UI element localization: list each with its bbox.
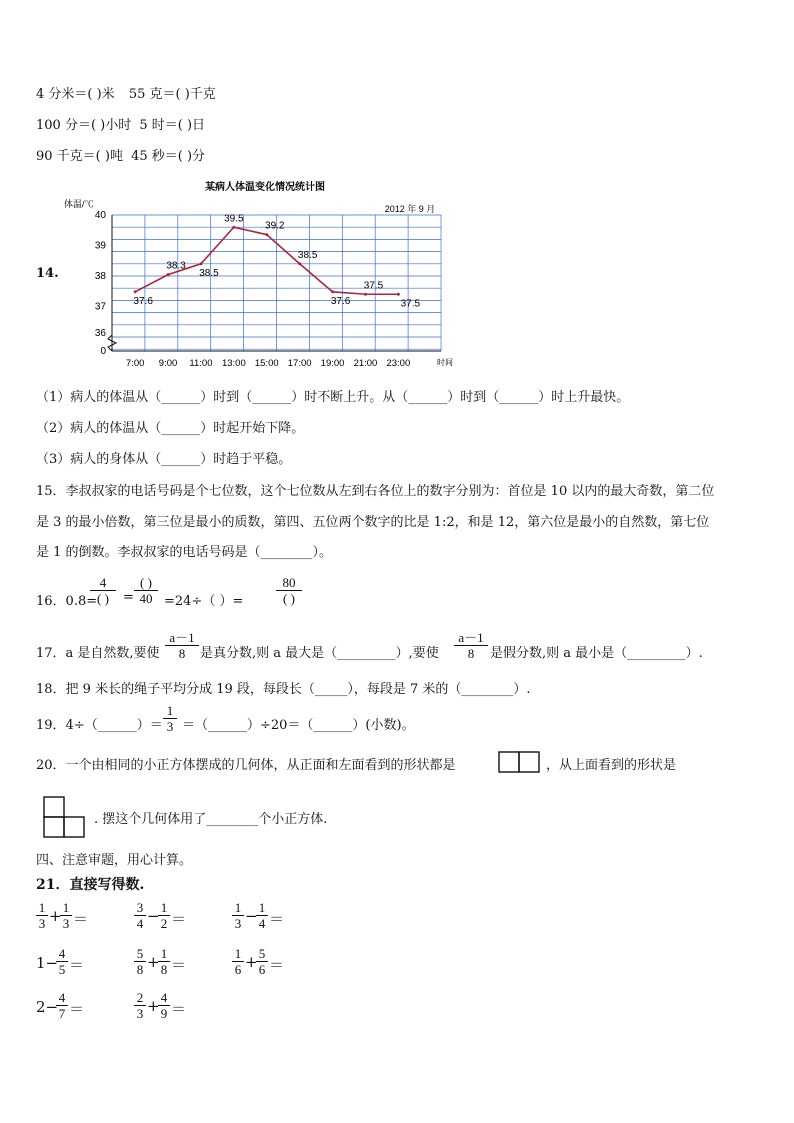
fraction (36, 900, 48, 931)
numerator: 1 (36, 900, 48, 916)
x-tick-label: 9:00 (158, 358, 178, 369)
data-label: 39.5 (224, 213, 244, 225)
fraction (232, 900, 244, 931)
q15-line-2: 是 3 的最小倍数，第三位是最小的质数，第四、五位两个数字的比是 1:2，和是 12，第六位是最小的自然数，第七位 (36, 515, 710, 530)
q17-text-3: 是假分数,则 a 最小是（_________）. (490, 646, 703, 661)
denominator: 3 (38, 916, 46, 931)
q20-text-2: ，从上面看到的形状是 (546, 758, 677, 773)
q16-equals: = (123, 590, 134, 605)
q20-text-3: . 摆这个几何体用了________个小正方体. (94, 812, 328, 827)
temperature-line-chart (60, 175, 480, 370)
conversion-item: 100 分＝( )小时 (36, 118, 132, 133)
q14-question-3: （3）病人的身体从（______）时趋于平稳。 (36, 452, 292, 467)
x-tick-label: 19:00 (320, 358, 345, 369)
denominator: 3 (234, 916, 242, 931)
equals-sign: ＝ (69, 1000, 85, 1018)
y-tick-label: 37 (94, 301, 106, 313)
q21-title: 21．直接写得数. (36, 877, 145, 893)
data-label: 38.3 (166, 260, 186, 272)
q15-line-1: 15．李叔叔家的电话号码是个七位数，这个七位数从左到右各位上的数字分别为：首位是 10 以内的最大奇数，第二位 (36, 484, 715, 499)
denominator: ( ) (97, 591, 109, 606)
conversion-item: 5 时＝( )日 (139, 118, 206, 133)
equals-sign: ＝ (269, 910, 285, 928)
fraction (134, 990, 146, 1021)
numerator: 2 (134, 990, 146, 1006)
data-point (331, 290, 334, 293)
equals-sign: ＝ (69, 956, 85, 974)
x-tick-label: 13:00 (221, 358, 246, 369)
data-label: 37.6 (133, 295, 153, 307)
numerator: 1 (232, 900, 244, 916)
denominator: 8 (160, 962, 168, 977)
fraction (134, 900, 146, 931)
equals-sign: ＝ (269, 956, 285, 974)
q17-fraction-b (454, 630, 488, 661)
conversion-item: 45 秒＝( )分 (131, 149, 206, 164)
chart-title: 某病人体温变化情况统计图 (205, 182, 325, 193)
denominator: 6 (258, 962, 266, 977)
numerator: 1 (256, 900, 268, 916)
q17-text-1: 17．a 是自然数,要使 (36, 646, 160, 661)
numerator: a－1 (165, 630, 199, 646)
y-tick-label: 0 (100, 346, 106, 357)
equals-sign: ＝ (73, 910, 89, 928)
whole-number-minus: 2− (36, 998, 59, 1016)
x-tick-label: 17:00 (287, 358, 312, 369)
fraction (60, 900, 72, 931)
conversion-item: 55 克＝( )千克 (128, 87, 216, 102)
fraction (256, 946, 268, 977)
q16-prefix: 16．0.8= (36, 594, 98, 609)
x-tick-label: 23:00 (386, 358, 411, 369)
q19-text-1: 19．4÷（______）＝ (36, 718, 163, 733)
fraction (232, 946, 244, 977)
numerator: ( ) (134, 575, 158, 591)
data-label: 38.5 (199, 267, 219, 279)
denominator: ( ) (283, 591, 295, 606)
x-tick-label: 11:00 (189, 358, 213, 369)
y-axis-label: 体温/℃ (64, 199, 94, 209)
x-tick-label: 15:00 (254, 358, 279, 369)
fraction (56, 990, 68, 1021)
data-label: 37.6 (330, 295, 351, 307)
denominator: 3 (166, 719, 174, 734)
conversion-item: 90 千克＝( )吨 (36, 149, 123, 164)
equals-sign: ＝ (171, 1000, 187, 1018)
fraction (158, 900, 170, 931)
fraction (134, 946, 146, 977)
q16-middle: =24÷（ ）= (164, 594, 244, 609)
equals-sign: ＝ (171, 956, 187, 974)
numerator: 4 (56, 946, 68, 962)
data-point (134, 290, 137, 293)
q15-line-3: 是 1 的倒数。李叔叔家的电话号码是（________）。 (36, 545, 333, 560)
numerator: 1 (158, 946, 170, 962)
top-view-shape (43, 796, 85, 838)
denominator: 40 (139, 591, 153, 606)
conversion-row-2 (36, 114, 205, 133)
q14-question-1: （1）病人的体温从（______）时到（______）时不断上升。从（______）时到（______）时上升最快。 (36, 390, 630, 405)
x-tick-label: 7:00 (125, 358, 145, 369)
data-point (199, 262, 202, 265)
denominator: 2 (160, 916, 168, 931)
data-point (364, 293, 367, 296)
q14-number: 14. (36, 266, 59, 281)
denominator: 4 (258, 916, 266, 931)
denominator: 6 (234, 962, 242, 977)
conversion-row-1 (36, 83, 216, 102)
data-label: 38.5 (297, 249, 318, 261)
numerator: 4 (56, 990, 68, 1006)
whole-number-minus: 1− (36, 954, 59, 972)
denominator: 8 (178, 646, 186, 661)
fraction (158, 990, 170, 1021)
denominator: 8 (136, 962, 144, 977)
x-tick-label: 21:00 (353, 358, 378, 369)
numerator: a－1 (454, 630, 488, 646)
numerator: 1 (60, 900, 72, 916)
numerator: 3 (134, 900, 146, 916)
q16-fraction-2 (134, 575, 158, 606)
equals-sign: ＝ (171, 910, 187, 928)
denominator: 9 (160, 1006, 168, 1021)
operator: − (147, 907, 160, 925)
x-axis-label: 时间 (437, 358, 453, 367)
fraction (56, 946, 68, 977)
numerator: 4 (90, 575, 116, 591)
fraction (158, 946, 170, 977)
chart-subtitle: 2012 年 9 月 (384, 204, 436, 214)
numerator: 5 (134, 946, 146, 962)
operator: + (147, 997, 160, 1015)
data-point (397, 293, 400, 296)
q17-text-2: 是真分数,则 a 最大是（_________）,要使 (200, 646, 439, 661)
front-left-view-shape (498, 751, 540, 773)
data-label: 37.5 (363, 280, 384, 292)
q14-question-2: （2）病人的体温从（______）时起开始下降。 (36, 421, 305, 436)
q19-text-2: ＝（______）÷20＝（______）(小数)。 (182, 718, 415, 733)
denominator: 3 (62, 916, 70, 931)
numerator: 5 (256, 946, 268, 962)
data-label: 37.5 (400, 298, 421, 310)
denominator: 7 (58, 1006, 66, 1021)
q17-fraction-a (165, 630, 199, 661)
conversion-item: 4 分米＝( )米 (36, 87, 115, 102)
operator: − (245, 907, 258, 925)
data-point (232, 226, 235, 229)
data-point (298, 262, 301, 265)
q19-fraction (163, 703, 177, 734)
operator: + (147, 953, 160, 971)
operator: + (245, 953, 258, 971)
denominator: 8 (467, 646, 475, 661)
section-4-heading: 四、注意审题，用心计算。 (36, 853, 193, 868)
data-point (167, 273, 170, 276)
q16-fraction-3 (276, 575, 302, 606)
data-point (265, 233, 268, 236)
data-label: 39.2 (265, 220, 285, 232)
y-tick-label: 39 (94, 240, 106, 252)
numerator: 4 (158, 990, 170, 1006)
numerator: 1 (163, 703, 177, 719)
operator: + (49, 907, 62, 925)
q18-text: 18．把 9 米长的绳子平均分成 19 段，每段长（_____），每段是 7 米的（________）. (36, 682, 531, 697)
y-tick-label: 40 (94, 210, 106, 221)
fraction (256, 900, 268, 931)
numerator: 1 (232, 946, 244, 962)
y-tick-label: 38 (94, 271, 106, 282)
denominator: 5 (58, 962, 66, 977)
y-tick-label: 36 (94, 328, 106, 339)
numerator: 1 (158, 900, 170, 916)
numerator: 80 (276, 575, 302, 591)
q20-text-1: 20．一个由相同的小正方体摆成的几何体，从正面和左面看到的形状都是 (36, 758, 456, 773)
q16-fraction-1 (90, 575, 116, 606)
conversion-row-3 (36, 145, 205, 164)
denominator: 4 (136, 916, 144, 931)
denominator: 3 (136, 1006, 144, 1021)
